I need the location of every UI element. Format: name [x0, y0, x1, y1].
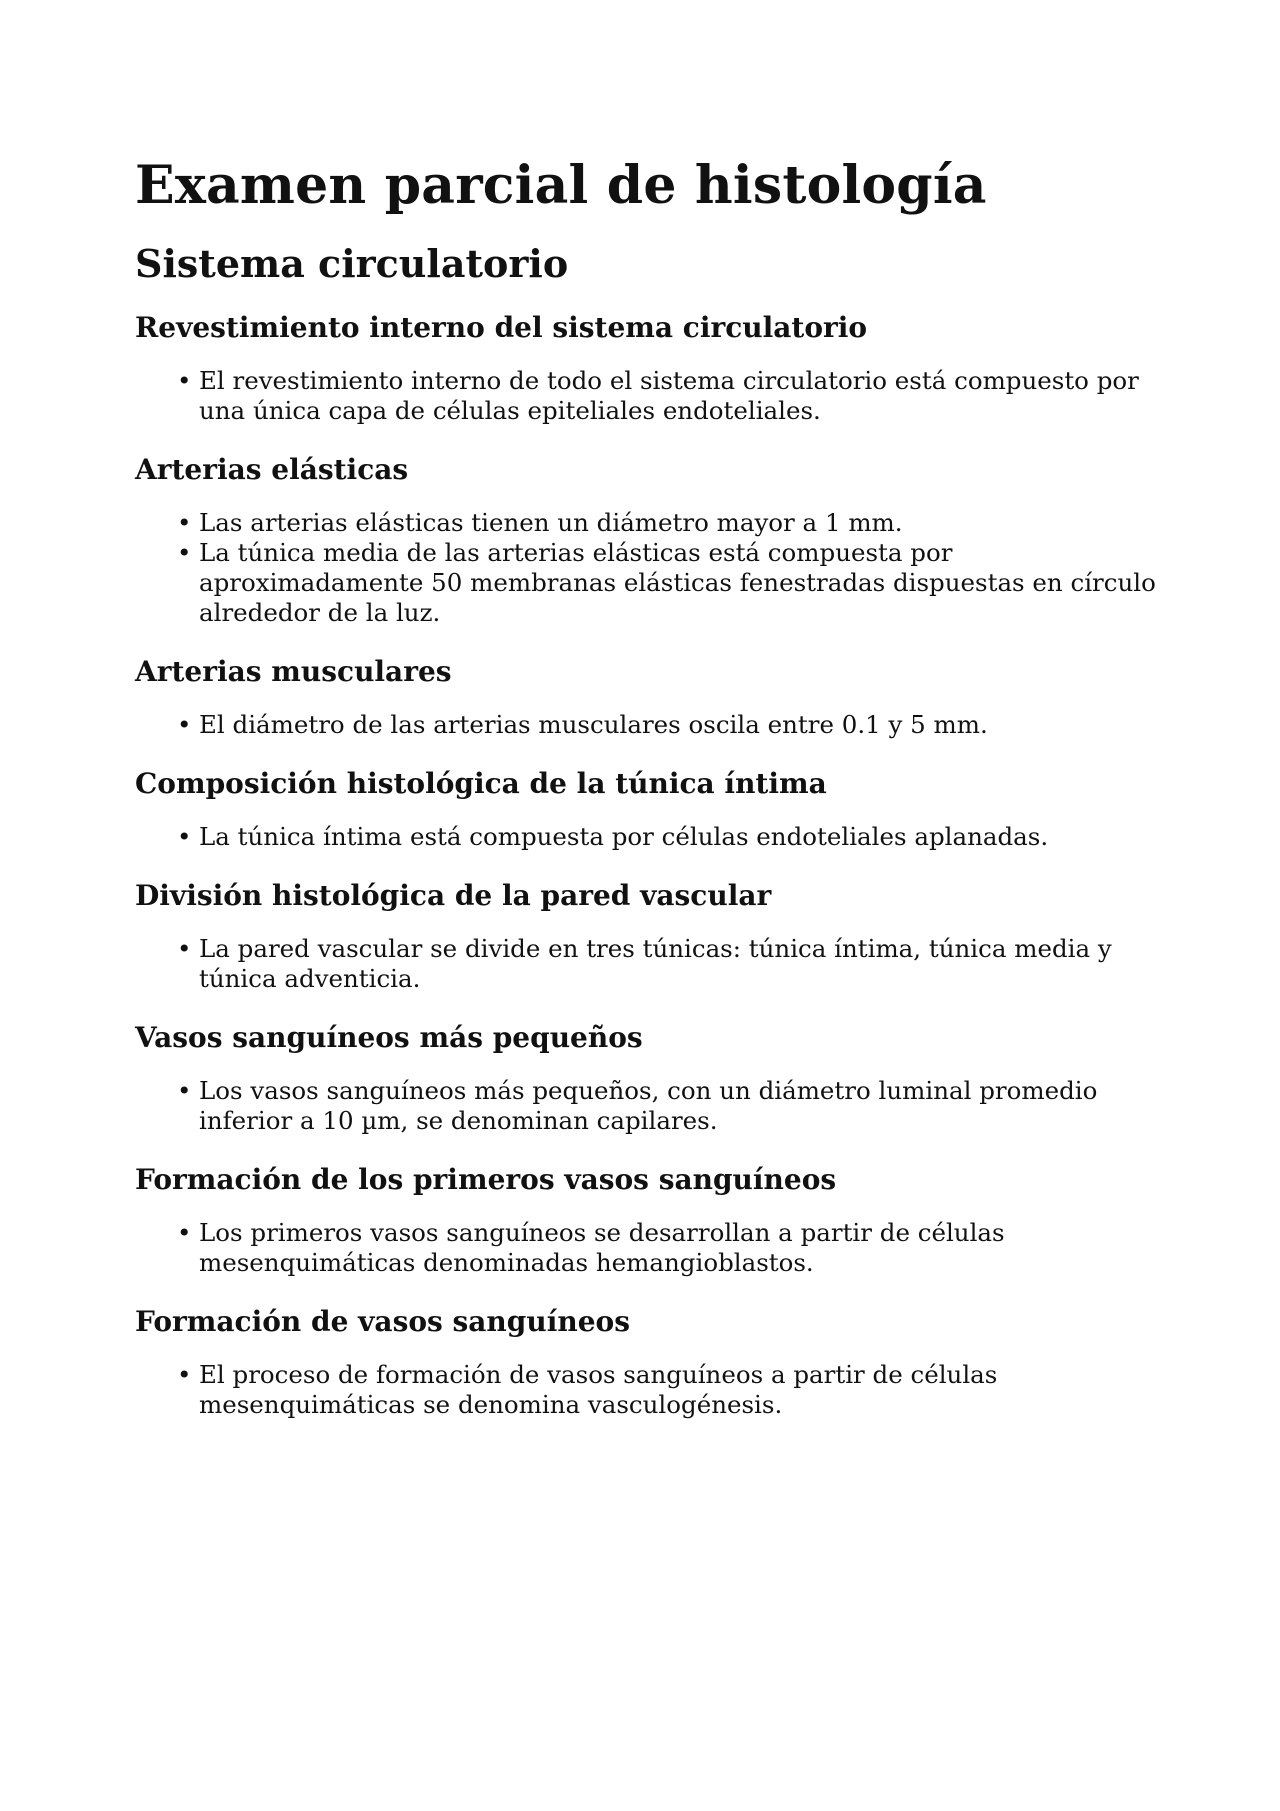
section-arterias-elasticas	[135, 452, 1165, 628]
list-item: • Las arterias elásticas tienen un diámetro mayor a 1 mm.	[199, 508, 1165, 538]
section-revestimiento	[135, 310, 1165, 426]
section-heading: Vasos sanguíneos más pequeños	[135, 1021, 643, 1054]
bullet-list	[135, 1360, 1165, 1420]
section-pared-vascular	[135, 878, 1165, 994]
section-tunica-intima	[135, 766, 1165, 852]
bullet-list	[135, 1076, 1165, 1136]
list-item: • Los vasos sanguíneos más pequeños, con un diámetro luminal promedio inferior a 10 µm, se denominan capilares.	[199, 1076, 1165, 1136]
bullet-list	[135, 934, 1165, 994]
section-heading: Arterias elásticas	[135, 453, 409, 486]
section-primeros-vasos	[135, 1162, 1165, 1278]
section-formacion-vasos	[135, 1304, 1165, 1420]
document-page	[135, 150, 1165, 1446]
list-item: • La túnica íntima está compuesta por células endoteliales aplanadas.	[199, 822, 1165, 852]
section-arterias-musculares	[135, 654, 1165, 740]
list-item: • El proceso de formación de vasos sanguíneos a partir de células mesenquimáticas se denomina vasculogénesis.	[199, 1360, 1165, 1420]
document-title: Examen parcial de histología	[135, 155, 987, 216]
list-item: • Los primeros vasos sanguíneos se desarrollan a partir de células mesenquimáticas denominadas hemangioblastos.	[199, 1218, 1165, 1278]
section-heading: División histológica de la pared vascular	[135, 879, 772, 912]
bullet-list	[135, 366, 1165, 426]
section-heading: Formación de los primeros vasos sanguíneos	[135, 1163, 837, 1196]
section-heading: Arterias musculares	[135, 655, 452, 688]
list-item: • La túnica media de las arterias elásticas está compuesta por aproximadamente 50 membranas elásticas fenestradas dispuestas en círculo alrededor de la luz.	[199, 538, 1165, 628]
section-heading: Revestimiento interno del sistema circulatorio	[135, 311, 868, 344]
bullet-list	[135, 1218, 1165, 1278]
list-item: • El revestimiento interno de todo el sistema circulatorio está compuesto por una única capa de células epiteliales endoteliales.	[199, 366, 1165, 426]
section-heading: Composición histológica de la túnica íntima	[135, 767, 827, 800]
document-subtitle: Sistema circulatorio	[135, 241, 569, 286]
list-item: • La pared vascular se divide en tres túnicas: túnica íntima, túnica media y túnica adventicia.	[199, 934, 1165, 994]
section-vasos-pequenos	[135, 1020, 1165, 1136]
bullet-list	[135, 508, 1165, 628]
section-heading: Formación de vasos sanguíneos	[135, 1305, 630, 1338]
list-item: • El diámetro de las arterias musculares oscila entre 0.1 y 5 mm.	[199, 710, 1165, 740]
bullet-list	[135, 822, 1165, 852]
bullet-list	[135, 710, 1165, 740]
